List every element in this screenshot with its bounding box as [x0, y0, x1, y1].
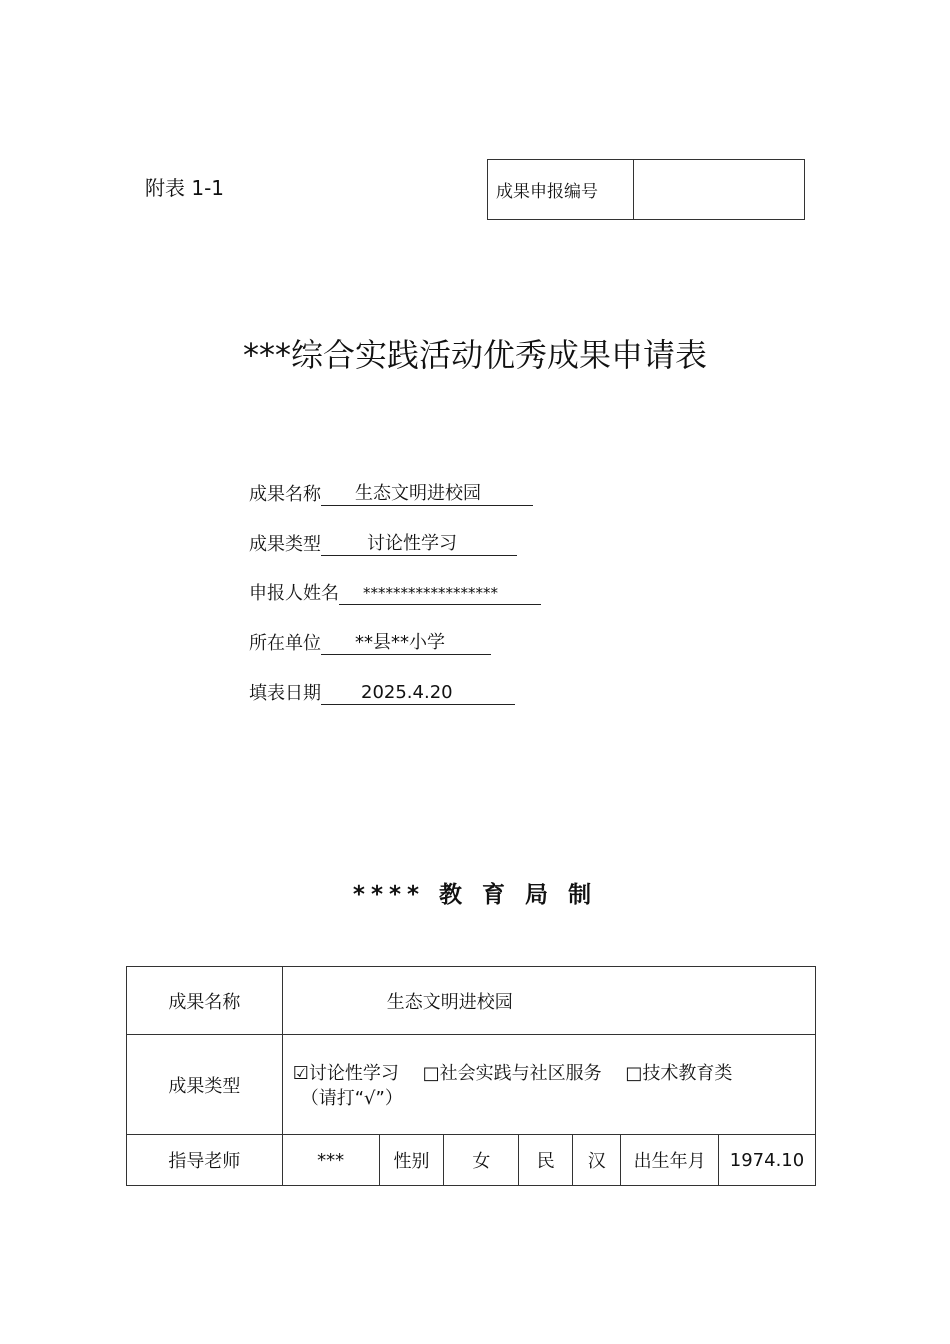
info-value-field[interactable]	[339, 582, 541, 605]
birth-label: 出生年月	[621, 1135, 719, 1186]
issuer-label: **** 教 育 局 制	[352, 882, 598, 908]
row-label: 成果类型	[127, 1035, 283, 1135]
ethnicity-label: 民	[519, 1135, 573, 1186]
gender-cell[interactable]: 女	[444, 1135, 519, 1186]
info-applicant-name	[249, 579, 541, 605]
info-value: ******************	[363, 584, 498, 602]
info-achievement-name	[249, 480, 533, 506]
info-fill-date	[249, 679, 515, 705]
type-options	[283, 1045, 815, 1084]
option-discussion-learning[interactable]: ☑讨论性学习	[292, 1062, 399, 1084]
ethnicity-cell[interactable]: 汉	[573, 1135, 621, 1186]
info-value-field[interactable]	[321, 533, 517, 556]
achievement-name-cell[interactable]: 生态文明进校园	[282, 967, 815, 1035]
info-achievement-type	[249, 530, 517, 556]
row-label: 指导老师	[127, 1135, 283, 1186]
info-label: 填表日期	[249, 683, 321, 704]
info-value: **县**小学	[355, 632, 445, 653]
info-label: 所在单位	[249, 633, 321, 654]
achievement-type-cell	[282, 1035, 815, 1135]
type-hint: （请打“√”）	[300, 1087, 403, 1109]
info-value: 讨论性学习	[367, 533, 457, 554]
info-value-field[interactable]	[321, 483, 533, 506]
application-number-box	[487, 159, 805, 220]
info-value: 2025.4.20	[361, 682, 453, 703]
annex-label: 附表 1-1	[145, 176, 225, 200]
option-social-practice[interactable]: □社会实践与社区服务	[422, 1062, 602, 1084]
table-row	[127, 967, 816, 1035]
info-value-field[interactable]	[321, 682, 515, 705]
option-technical-education[interactable]: □技术教育类	[625, 1062, 733, 1084]
gender-label: 性别	[379, 1135, 444, 1186]
teacher-name-cell[interactable]: ***	[282, 1135, 379, 1186]
birth-cell[interactable]: 1974.10	[719, 1135, 816, 1186]
info-label: 成果类型	[249, 534, 321, 555]
info-label: 申报人姓名	[249, 583, 339, 604]
table-row	[127, 1035, 816, 1135]
application-number-label: 成果申报编号	[488, 160, 634, 219]
application-number-field[interactable]	[634, 160, 804, 219]
table-row	[127, 1135, 816, 1186]
info-value: 生态文明进校园	[355, 483, 481, 504]
info-unit	[249, 629, 491, 655]
info-label: 成果名称	[249, 484, 321, 505]
achievement-detail-table	[126, 966, 816, 1186]
info-value-field[interactable]	[321, 632, 491, 655]
document-title: ***综合实践活动优秀成果申请表	[242, 336, 707, 374]
row-label: 成果名称	[127, 967, 283, 1035]
